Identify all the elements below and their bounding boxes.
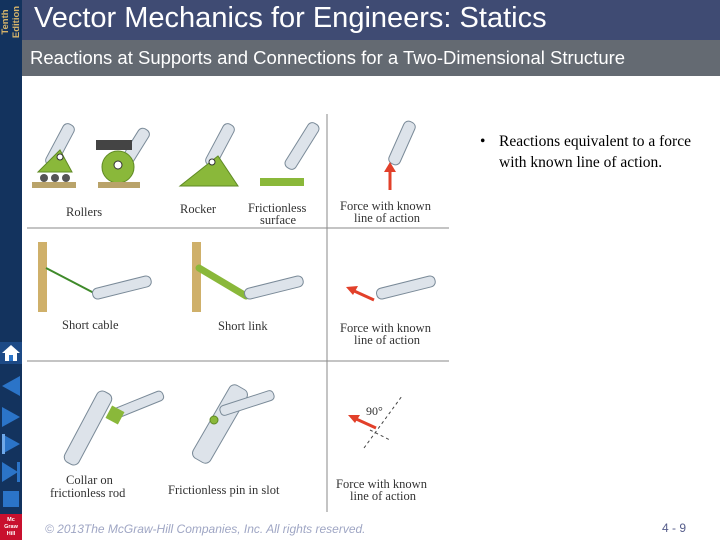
bullet-point xyxy=(480,131,700,173)
copyright-notice: © 2013The McGraw-Hill Companies, Inc. All rights reserved. xyxy=(45,522,366,536)
edition-word: Edition xyxy=(11,5,22,39)
short-link-icon xyxy=(192,242,304,312)
page-subtitle: Reactions at Supports and Connections for a Two-Dimensional Structure xyxy=(30,47,626,68)
next-slide-icon[interactable] xyxy=(0,432,22,456)
end-icon[interactable] xyxy=(0,488,22,510)
label-rocker: Rocker xyxy=(180,202,217,216)
rollers-support-icon xyxy=(32,122,76,188)
last-slide-icon[interactable] xyxy=(0,460,22,484)
bullet-symbol: • xyxy=(480,133,486,150)
force-arrow-vertical xyxy=(384,120,417,190)
bullet-text: Reactions equivalent to a force with known line of action. xyxy=(499,133,691,171)
label-force-known-2b: line of action xyxy=(354,333,420,347)
force-arrow-diagonal xyxy=(346,275,436,300)
logo-line-2: Graw xyxy=(4,524,18,530)
label-force-known-1b: Force with known xyxy=(340,321,431,335)
sidebar xyxy=(0,0,22,540)
label-frictionless-1: Frictionless xyxy=(248,201,307,215)
first-slide-icon[interactable] xyxy=(0,374,22,398)
label-angle: 90° xyxy=(366,404,383,418)
label-pin-in-slot: Frictionless pin in slot xyxy=(168,483,280,497)
previous-slide-icon[interactable] xyxy=(0,405,22,429)
title-bar xyxy=(22,0,720,40)
label-frictionless-2: surface xyxy=(260,213,297,227)
page-title: Vector Mechanics for Engineers: Statics xyxy=(34,2,547,34)
logo-line-1: Mc xyxy=(7,517,15,523)
subtitle-bar xyxy=(22,40,720,76)
label-force-known-2c: line of action xyxy=(350,489,416,503)
pin-in-slot-icon xyxy=(190,383,275,466)
edition-label xyxy=(0,0,22,44)
logo-line-3: Hill xyxy=(6,531,16,537)
support-reactions-figure xyxy=(24,100,454,515)
label-collar-1: Collar on xyxy=(66,473,113,487)
page-number: 4 - 9 xyxy=(662,521,687,535)
home-icon[interactable] xyxy=(0,342,22,364)
label-short-link: Short link xyxy=(218,319,268,333)
label-short-cable: Short cable xyxy=(62,318,119,332)
label-force-known-1c: Force with known xyxy=(336,477,427,491)
label-force-known-2a: line of action xyxy=(354,211,420,225)
mcgraw-hill-logo xyxy=(0,514,22,540)
edition-number: Tenth xyxy=(0,9,11,35)
label-collar-2: frictionless rod xyxy=(50,486,126,500)
collar-on-rod-icon xyxy=(62,389,165,467)
label-force-known-1a: Force with known xyxy=(340,199,431,213)
frictionless-surface-support-icon xyxy=(180,121,321,186)
rocker-support-icon xyxy=(96,126,151,188)
label-rollers: Rollers xyxy=(66,205,103,219)
short-cable-icon xyxy=(38,242,152,312)
